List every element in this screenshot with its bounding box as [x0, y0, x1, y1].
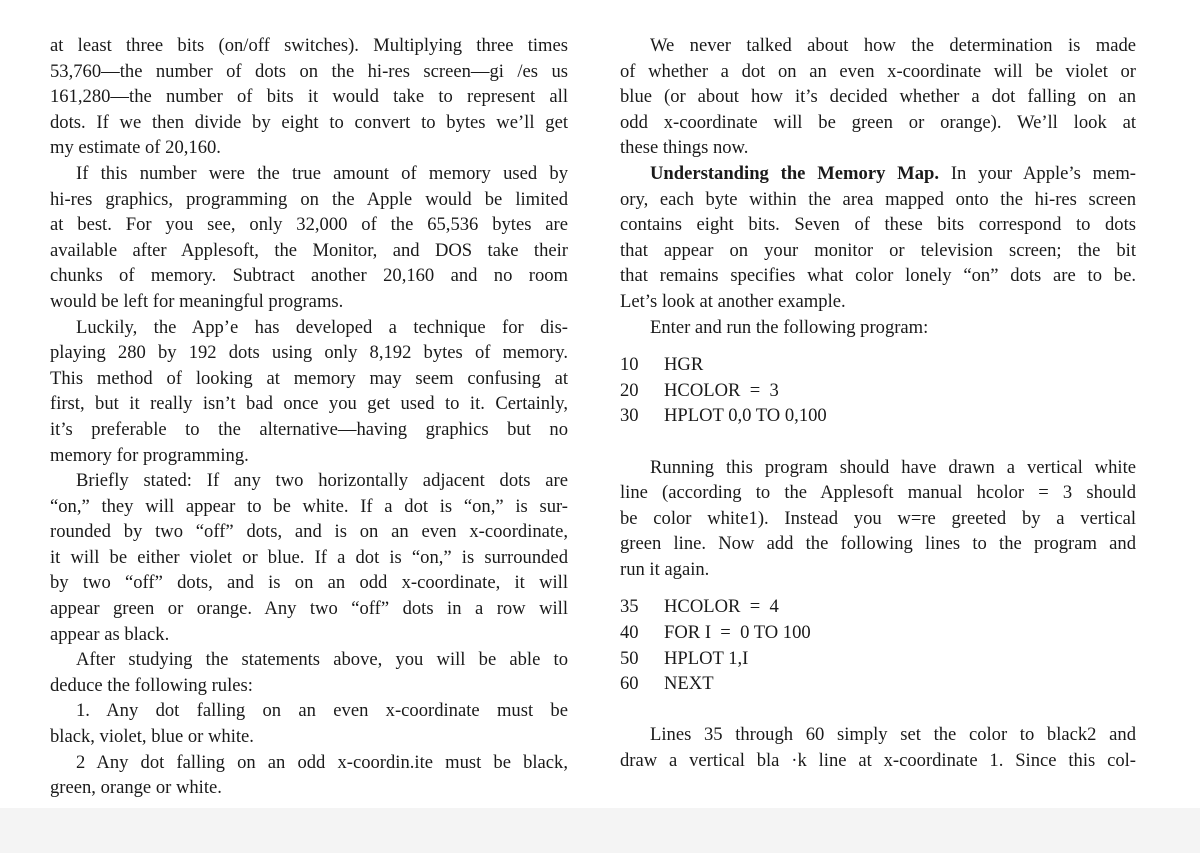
line-number: 60 [620, 673, 639, 695]
text-line: green line. Now add the following lines to the program and [620, 533, 1136, 555]
text-line: chunks of memory. Subtract another 20,160 and no room [50, 265, 568, 287]
right-column [620, 33, 1136, 774]
text-line: Enter and run the following program: [650, 316, 929, 338]
code-listing [620, 594, 1136, 696]
text-line: dots. If we then divide by eight to convert to bytes we’ll get [50, 111, 568, 133]
code-line [620, 403, 1136, 429]
code-line [620, 671, 1136, 697]
text-line: We never talked about how the determination is made [650, 35, 1136, 56]
text-line: at best. For you see, only 32,000 of the 65,536 bytes are [50, 214, 568, 236]
text-line: would be left for meaningful programs. [50, 290, 344, 312]
code-line [620, 646, 1136, 672]
rule-item: 2 Any dot falling on an odd x-coordin.ite must be black, [76, 751, 568, 773]
text-line: it’s preferable to the alternative—having graphics but no [50, 418, 568, 440]
line-number: 30 [620, 405, 639, 427]
line-number: 50 [620, 647, 639, 669]
text-line: After studying the statements above, you will be able to [76, 649, 568, 671]
text-line: green, orange or white. [50, 777, 222, 799]
text-line: it will be either violet or blue. If a dot is “on,” is surrounded [50, 546, 568, 568]
code-line [620, 352, 1136, 378]
text-line: black, violet, blue or white. [50, 726, 254, 748]
text-line: first, but it really isn’t bad once you get used to it. Certainly, [50, 393, 568, 415]
text-line: 53,760—the number of dots on the hi-res screen—gi /es us [50, 60, 568, 82]
text-line: hi-res graphics, programming on the Apple would be limited [50, 188, 568, 210]
text-line: playing 280 by 192 dots using only 8,192 bytes of memory. [50, 342, 568, 364]
text-line: my estimate of 20,160. [50, 137, 221, 159]
code-line [620, 594, 1136, 620]
code-listing [620, 352, 1136, 429]
text-line: of whether a dot on an even x-coordinate will be violet or [620, 60, 1136, 82]
text-line: This method of looking at memory may seem confusing at [50, 367, 568, 389]
text-line: line (according to the Applesoft manual hcolor = 3 should [620, 482, 1136, 504]
code-line [620, 620, 1136, 646]
text-line: Briefly stated: If any two horizontally adjacent dots are [76, 470, 568, 492]
code-statement: HPLOT 0,0 TO 0,100 [664, 405, 827, 427]
code-statement: HPLOT 1,I [664, 647, 749, 669]
text-line: Let’s look at another example. [620, 290, 846, 312]
text-line: 161,280—the number of bits it would take to represent all [50, 86, 568, 108]
text-line: that appear on your monitor or television screen; the bit [620, 239, 1136, 261]
text-line: available after Applesoft, the Monitor, and DOS take their [50, 239, 568, 261]
line-number: 35 [620, 596, 639, 618]
left-column [50, 33, 568, 801]
line-number: 40 [620, 622, 639, 644]
text-line: appear green or orange. Any two “off” dots in a row will [50, 598, 568, 620]
text-line: appear as black. [50, 623, 170, 645]
text-line: deduce the following rules: [50, 674, 253, 696]
line-number: 10 [620, 354, 639, 376]
text-line: If this number were the true amount of memory used by [76, 162, 568, 184]
rule-item: 1. Any dot falling on an even x-coordinate must be [76, 700, 568, 722]
text-line: that remains specifies what color lonely “on” dots are to be. [620, 265, 1136, 287]
spacer [620, 697, 1136, 723]
text-line: be color white1). Instead you w=re greeted by a vertical [620, 507, 1136, 529]
text-line: these things now. [620, 137, 749, 159]
text-line: at least three bits (on/off switches). Multiplying three times [50, 35, 568, 56]
text-line: Running this program should have drawn a vertical white [650, 456, 1136, 478]
text-line: contains eight bits. Seven of these bits correspond to dots [620, 214, 1136, 236]
spacer [620, 582, 1136, 594]
code-statement: HCOLOR = 3 [664, 379, 779, 401]
code-line [620, 378, 1136, 404]
text-line: Lines 35 through 60 simply set the color to black2 and [650, 724, 1136, 746]
text-run: In your Apple’s mem- [939, 162, 1136, 184]
text-line: by two “off” dots, and is on an odd x-coordinate, it will [50, 572, 568, 594]
code-statement: FOR I = 0 TO 100 [664, 622, 811, 644]
text-line [620, 161, 1136, 187]
text-line: ory, eаch byte within the area mapped onto the hi-res screen [620, 188, 1136, 210]
text-line: memory for programming. [50, 444, 249, 466]
code-statement: NEXT [664, 673, 714, 695]
text-line: run it again. [620, 558, 710, 580]
text-line: draw a vertical bla ·k line at x-coordinate 1. Since this col- [620, 750, 1136, 772]
line-number: 20 [620, 379, 639, 401]
code-statement: HGR [664, 354, 704, 376]
text-line: blue (or about how it’s decided whether a dot falling on an [620, 86, 1136, 108]
text-line: “on,” they will appear to be white. If a dot is “on,” is sur- [50, 495, 568, 517]
spacer [620, 429, 1136, 455]
text-line: odd x-coordinate will be green or orange). We’ll look at [620, 111, 1136, 133]
spacer [620, 340, 1136, 352]
text-line: Luckily, the App’e has developed a technique for dis- [76, 316, 568, 338]
code-statement: HCOLOR = 4 [664, 596, 779, 618]
section-heading: Understanding the Memory Map. [650, 162, 940, 184]
text-line: rounded by two “off” dots, and is on an even x-coordinate, [50, 521, 568, 543]
page-bottom-margin [0, 808, 1200, 853]
